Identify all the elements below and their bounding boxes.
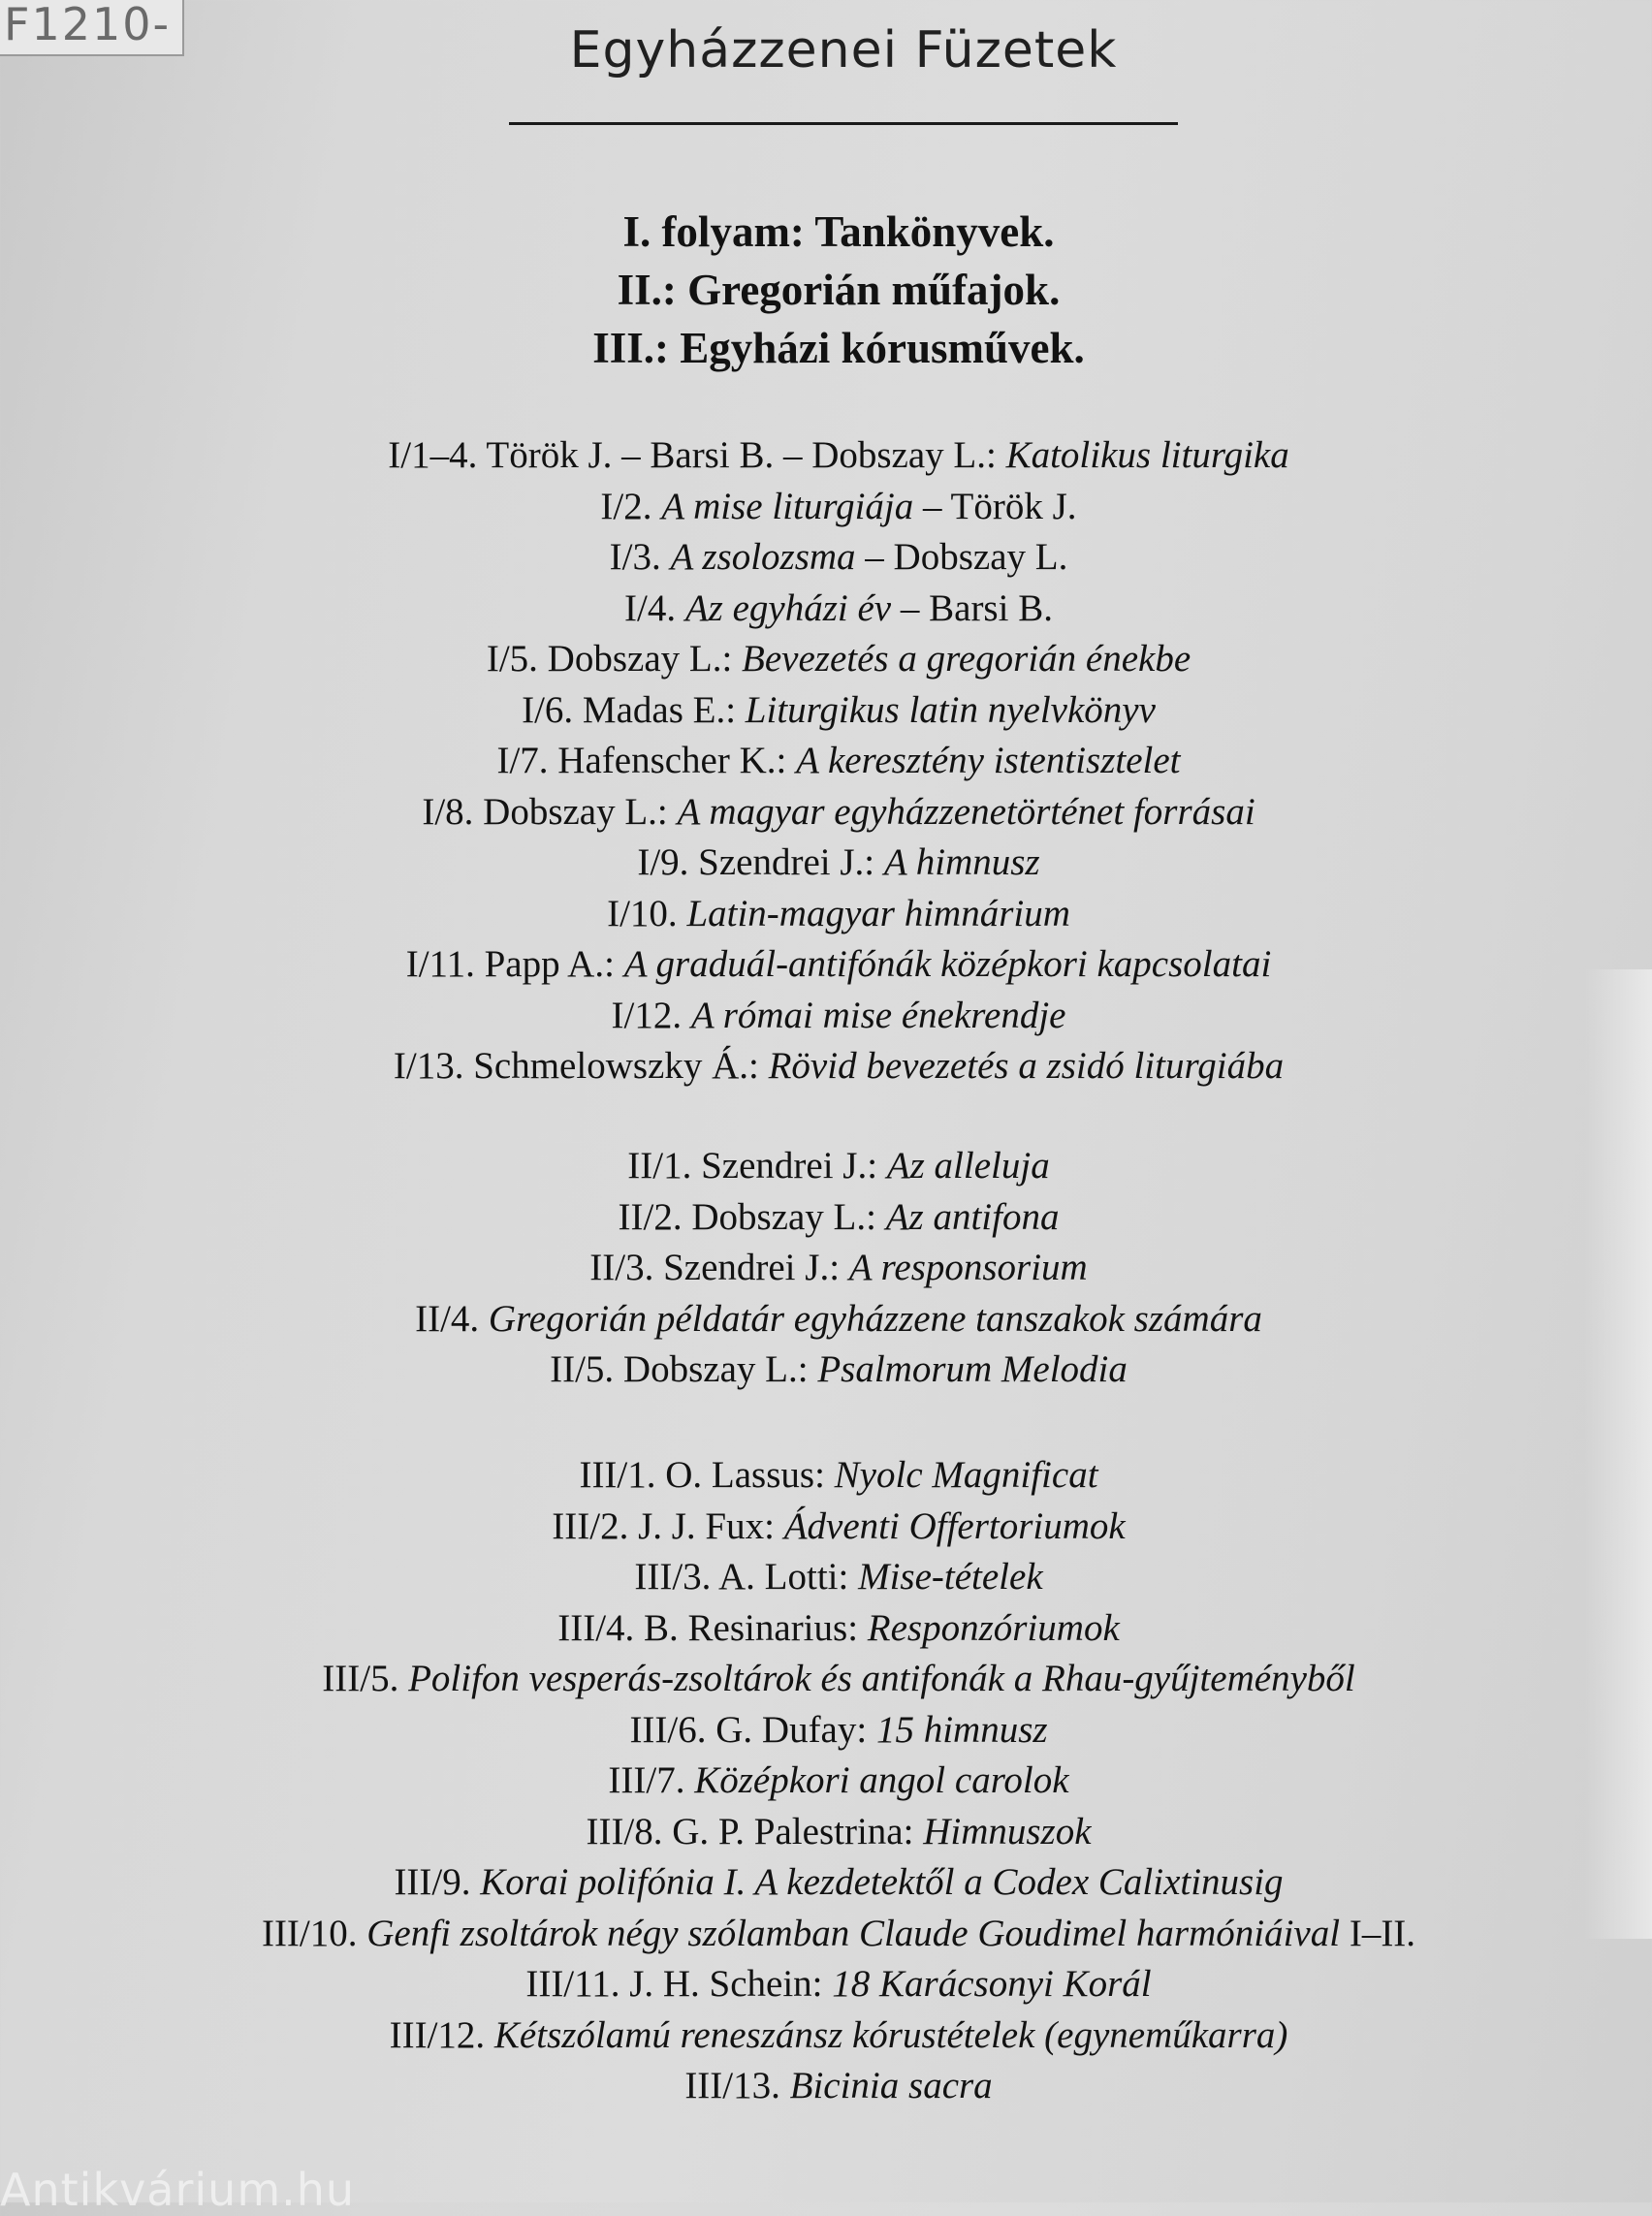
entry-prefix: II/3. Szendrei J.: (589, 1247, 849, 1288)
entry-prefix: I/9. Szendrei J.: (637, 841, 884, 883)
entry-title: Mise-tételek (858, 1556, 1043, 1598)
entry-title: A mise liturgiája (661, 485, 914, 527)
entry-prefix: I/5. Dobszay L.: (486, 638, 743, 680)
list-item (0, 1705, 1652, 1757)
entry-prefix: II/5. Dobszay L.: (550, 1348, 818, 1390)
list-item (0, 1603, 1652, 1655)
entry-prefix: II/4. (415, 1297, 489, 1340)
list-item (0, 939, 1652, 991)
list-item (0, 1959, 1652, 2010)
entry-title: Korai polifónia I. A kezdetektől a Codex Calixtinusig (480, 1861, 1284, 1903)
entry-prefix: III/1. O. Lassus: (579, 1454, 835, 1496)
list-item (0, 787, 1652, 839)
entry-prefix: III/3. A. Lotti: (634, 1556, 859, 1598)
entry-title: Bevezetés a gregorián énekbe (742, 638, 1191, 680)
entry-prefix: III/4. B. Resinarius: (557, 1606, 868, 1649)
entry-title: Középkori angol carolok (694, 1759, 1069, 1801)
entry-title: Az egyházi év (684, 586, 892, 629)
list-item (0, 634, 1652, 685)
title-divider (509, 122, 1178, 125)
entry-prefix: I/3. (609, 536, 671, 578)
list-item (0, 584, 1652, 635)
heading-series-2: II.: Gregorián műfajok. (617, 266, 1061, 314)
series-1-list (0, 430, 1652, 1092)
entry-prefix: III/6. G. Dufay: (629, 1708, 876, 1751)
watermark: Antikvárium.hu (0, 2164, 356, 2216)
entry-title: A magyar egyházzenetörténet forrásai (677, 790, 1255, 833)
list-item (0, 991, 1652, 1042)
list-item (0, 1857, 1652, 1909)
list-item (0, 838, 1652, 889)
entry-title: Gregorián példatár egyházzene tanszakok számára (488, 1297, 1262, 1340)
list-item (0, 532, 1652, 584)
entry-title: Liturgikus latin nyelvkönyv (745, 688, 1156, 731)
list-item (0, 1450, 1652, 1502)
entry-prefix: I/1–4. Török J. – Barsi B. – Dobszay L.: (388, 434, 1006, 476)
list-item (0, 2010, 1652, 2062)
list-item (0, 1502, 1652, 1553)
light-glare (1584, 969, 1652, 1939)
list-item (0, 736, 1652, 787)
entry-prefix: II/1. Szendrei J.: (627, 1145, 887, 1187)
list-item (0, 1345, 1652, 1396)
list-item (0, 1654, 1652, 1705)
catalog-stamp: F1210- (0, 0, 184, 56)
list-item (0, 889, 1652, 940)
entry-prefix: III/9. (394, 1861, 481, 1903)
entry-title: A graduál-antifónák középkori kapcsolatai (623, 943, 1272, 985)
entry-prefix: III/12. (389, 2013, 494, 2056)
entry-title: A responsorium (848, 1247, 1088, 1288)
entry-prefix: I/11. Papp A.: (405, 943, 624, 985)
entry-title: Az antifona (885, 1195, 1060, 1238)
entry-suffix: – Dobszay L. (855, 536, 1068, 578)
entry-prefix: II/2. Dobszay L.: (618, 1195, 886, 1238)
entry-title: A római mise énekrendje (690, 994, 1066, 1036)
entry-title: A himnusz (883, 841, 1040, 883)
list-item (0, 1756, 1652, 1807)
entry-title: Latin-magyar himnárium (686, 892, 1070, 934)
series-3-list (0, 1450, 1652, 2112)
list-item (0, 1909, 1652, 1960)
entry-title: 18 Karácsonyi Korál (832, 1963, 1152, 2005)
entry-prefix: III/8. G. P. Palestrina: (586, 1810, 924, 1852)
list-item (0, 1141, 1652, 1192)
list-item (0, 1192, 1652, 1244)
list-item (0, 685, 1652, 737)
entry-title: Ádventi Offertoriumok (783, 1504, 1126, 1547)
entry-title: Katolikus liturgika (1005, 434, 1289, 476)
entry-suffix: I–II. (1340, 1912, 1416, 1954)
heading-series-1: I. folyam: Tankönyvek. (622, 207, 1055, 256)
entry-prefix: I/8. Dobszay L.: (422, 790, 678, 833)
entry-title: 15 himnusz (875, 1708, 1048, 1751)
entry-title: Responzóriumok (867, 1606, 1120, 1649)
list-item (0, 2061, 1652, 2112)
entry-prefix: I/6. Madas E.: (522, 688, 746, 731)
entry-title: Genfi zsoltárok négy szólamban Claude Goudimel harmóniáival (366, 1912, 1341, 1954)
list-item (0, 430, 1652, 482)
entry-title: Polifon vesperás-zsoltárok és antifonák a Rhau-gyűjteményből (408, 1658, 1355, 1699)
entry-prefix: III/7. (608, 1759, 695, 1801)
entry-title: Himnuszok (923, 1810, 1092, 1852)
entry-prefix: I/10. (607, 892, 687, 934)
entry-title: Nyolc Magnificat (834, 1454, 1098, 1496)
entry-prefix: III/5. (322, 1658, 409, 1699)
entry-prefix: I/12. (611, 994, 691, 1036)
list-item (0, 1041, 1652, 1092)
entry-title: Rövid bevezetés a zsidó liturgiába (768, 1045, 1285, 1087)
entry-title: Bicinia sacra (789, 2065, 993, 2106)
list-item (0, 1807, 1652, 1858)
series-2-list (0, 1141, 1652, 1396)
entry-title: Az alleluja (886, 1145, 1050, 1187)
heading-series-3: III.: Egyházi kórusművek. (592, 324, 1085, 372)
entry-prefix: I/7. Hafenscher K.: (496, 740, 797, 781)
entry-prefix: III/10. (261, 1912, 367, 1954)
list-item (0, 1552, 1652, 1603)
entry-title: Kétszólamú reneszánsz kórustételek (egyneműkarra) (493, 2013, 1288, 2056)
entry-title: A keresztény istentisztelet (796, 740, 1181, 781)
list-item (0, 482, 1652, 533)
entry-suffix: – Barsi B. (891, 586, 1053, 629)
entry-prefix: III/13. (684, 2065, 790, 2106)
entry-prefix: III/11. J. H. Schein: (525, 1963, 833, 2005)
entry-prefix: III/2. J. J. Fux: (552, 1504, 784, 1547)
entry-title: A zsolozsma (670, 536, 856, 578)
series-title: Egyházzenei Füzetek (569, 21, 1118, 79)
list-item (0, 1294, 1652, 1345)
entry-title: Psalmorum Melodia (817, 1348, 1128, 1390)
entry-prefix: I/2. (600, 485, 662, 527)
entry-prefix: I/13. Schmelowszky Á.: (393, 1045, 769, 1087)
entry-prefix: I/4. (624, 586, 685, 629)
entry-suffix: – Török J. (913, 485, 1077, 527)
list-item (0, 1243, 1652, 1294)
